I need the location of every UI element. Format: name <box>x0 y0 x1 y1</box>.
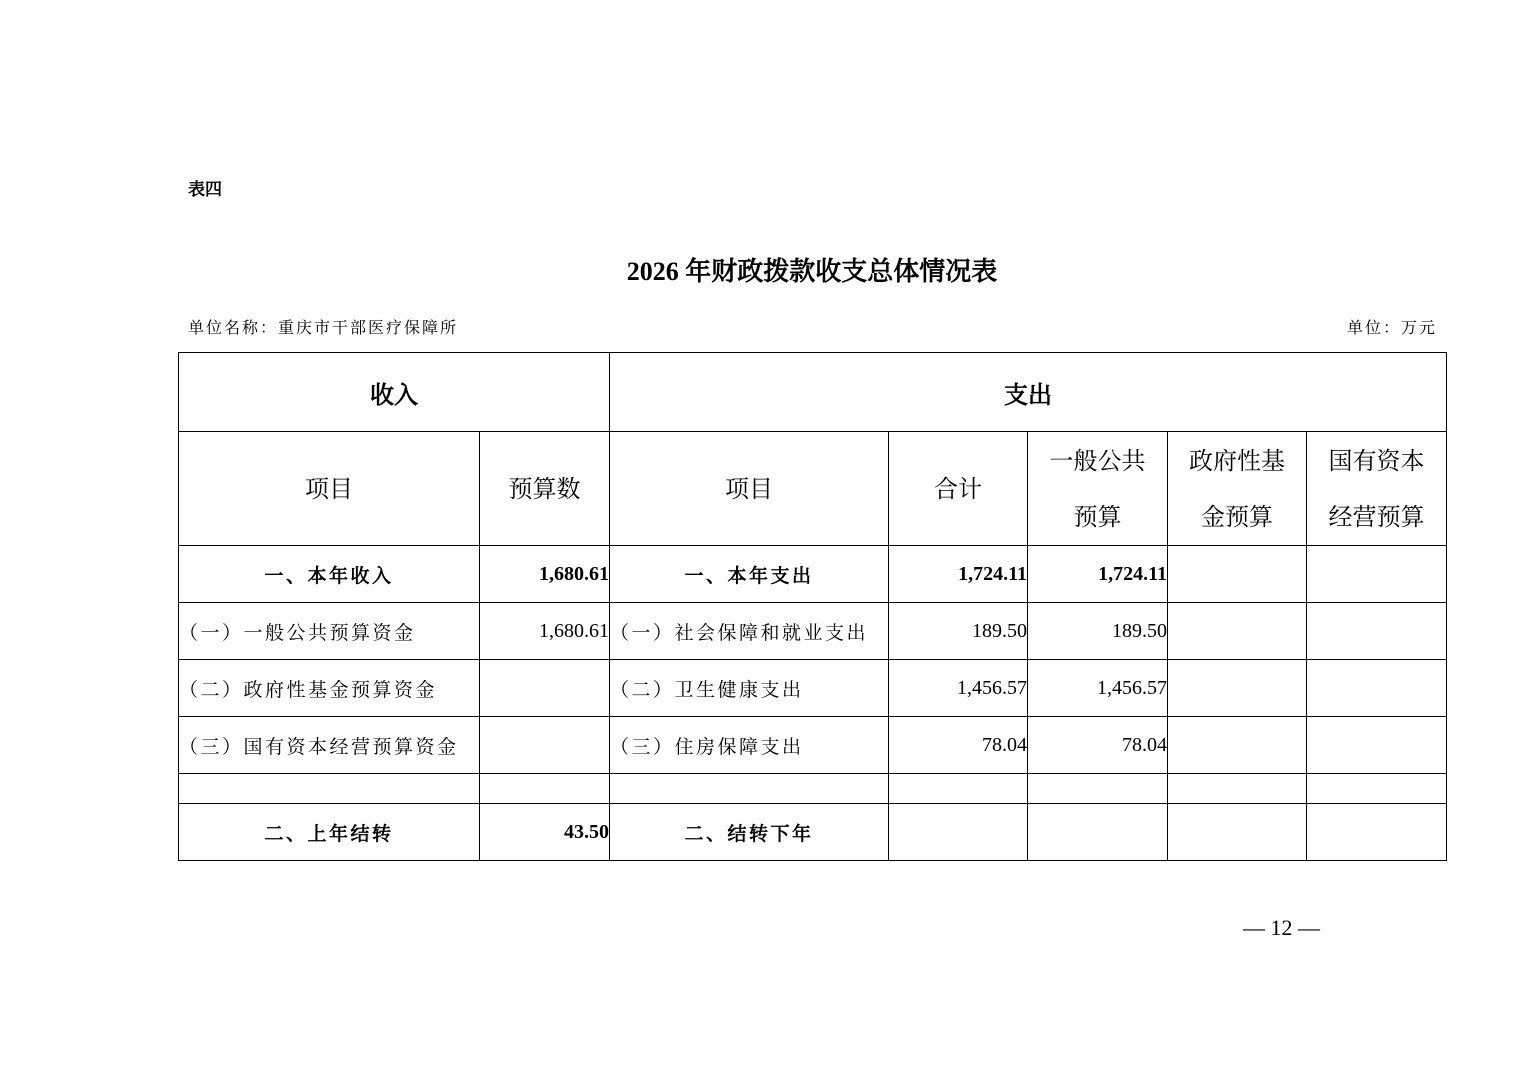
expense-item-cell: （三）住房保障支出 <box>610 717 889 774</box>
gov-fund-budget-cell <box>1168 804 1307 861</box>
general-public-budget-cell: 1,456.57 <box>1028 660 1168 717</box>
empty-cell <box>1168 774 1307 804</box>
empty-row <box>179 774 1447 804</box>
page-number: — 12 — <box>1243 915 1320 940</box>
income-budget-cell <box>480 660 610 717</box>
income-item-cell: （三）国有资本经营预算资金 <box>179 717 480 774</box>
state-capital-budget-cell <box>1307 660 1447 717</box>
table-row <box>179 717 1447 774</box>
table-row <box>179 804 1447 861</box>
currency-unit: 单位：万元 <box>1346 318 1437 337</box>
expense-total-cell: 78.04 <box>889 717 1028 774</box>
gov-fund-budget-header <box>1168 432 1307 546</box>
expense-total-cell: 1,724.11 <box>889 546 1028 603</box>
table-row <box>179 603 1447 660</box>
expense-total-cell: 1,456.57 <box>889 660 1028 717</box>
income-item-cell: 一、本年收入 <box>179 546 480 603</box>
income-budget-cell: 1,680.61 <box>480 603 610 660</box>
fiscal-allocation-table <box>178 352 1447 861</box>
state-capital-budget-cell <box>1307 717 1447 774</box>
empty-cell <box>1028 774 1168 804</box>
income-item-header: 项目 <box>179 432 480 546</box>
expense-item-cell: （一）社会保障和就业支出 <box>610 603 889 660</box>
expense-total-header: 合计 <box>889 432 1028 546</box>
income-group-header: 收入 <box>179 353 610 432</box>
income-budget-cell: 1,680.61 <box>480 546 610 603</box>
expense-item-cell: （二）卫生健康支出 <box>610 660 889 717</box>
empty-cell <box>480 774 610 804</box>
income-item-cell: 二、上年结转 <box>179 804 480 861</box>
expense-item-cell: 一、本年支出 <box>610 546 889 603</box>
table-row <box>179 546 1447 603</box>
general-public-budget-cell <box>1028 804 1168 861</box>
gov-fund-budget-cell <box>1168 717 1307 774</box>
empty-cell <box>1307 774 1447 804</box>
income-item-cell: （二）政府性基金预算资金 <box>179 660 480 717</box>
expense-total-cell <box>889 804 1028 861</box>
group-header-row <box>179 353 1447 432</box>
expense-total-cell: 189.50 <box>889 603 1028 660</box>
empty-cell <box>179 774 480 804</box>
income-budget-cell <box>480 717 610 774</box>
header-line: 国有资本 <box>1328 446 1425 475</box>
expense-item-cell: 二、结转下年 <box>610 804 889 861</box>
expense-group-header: 支出 <box>610 353 1447 432</box>
general-public-budget-cell: 189.50 <box>1028 603 1168 660</box>
table-row <box>179 660 1447 717</box>
gov-fund-budget-cell <box>1168 660 1307 717</box>
header-line: 预算 <box>1073 502 1122 531</box>
income-budget-cell: 43.50 <box>480 804 610 861</box>
page-title: 2026 年财政拨款收支总体情况表 <box>626 257 998 286</box>
general-public-budget-header <box>1028 432 1168 546</box>
header-line: 政府性基 <box>1189 446 1285 475</box>
header-line: 金预算 <box>1201 502 1273 531</box>
empty-cell <box>610 774 889 804</box>
header-line: 经营预算 <box>1328 502 1425 531</box>
general-public-budget-cell: 78.04 <box>1028 717 1168 774</box>
gov-fund-budget-cell <box>1168 546 1307 603</box>
expense-item-header: 项目 <box>610 432 889 546</box>
table-label: 表四 <box>188 180 222 200</box>
state-capital-budget-header <box>1307 432 1447 546</box>
column-header-row <box>179 432 1447 546</box>
empty-cell <box>889 774 1028 804</box>
unit-name: 单位名称：重庆市干部医疗保障所 <box>188 318 459 337</box>
header-line: 一般公共 <box>1049 446 1146 475</box>
state-capital-budget-cell <box>1307 603 1447 660</box>
gov-fund-budget-cell <box>1168 603 1307 660</box>
income-item-cell: （一）一般公共预算资金 <box>179 603 480 660</box>
general-public-budget-cell: 1,724.11 <box>1028 546 1168 603</box>
income-budget-header: 预算数 <box>480 432 610 546</box>
state-capital-budget-cell <box>1307 804 1447 861</box>
state-capital-budget-cell <box>1307 546 1447 603</box>
